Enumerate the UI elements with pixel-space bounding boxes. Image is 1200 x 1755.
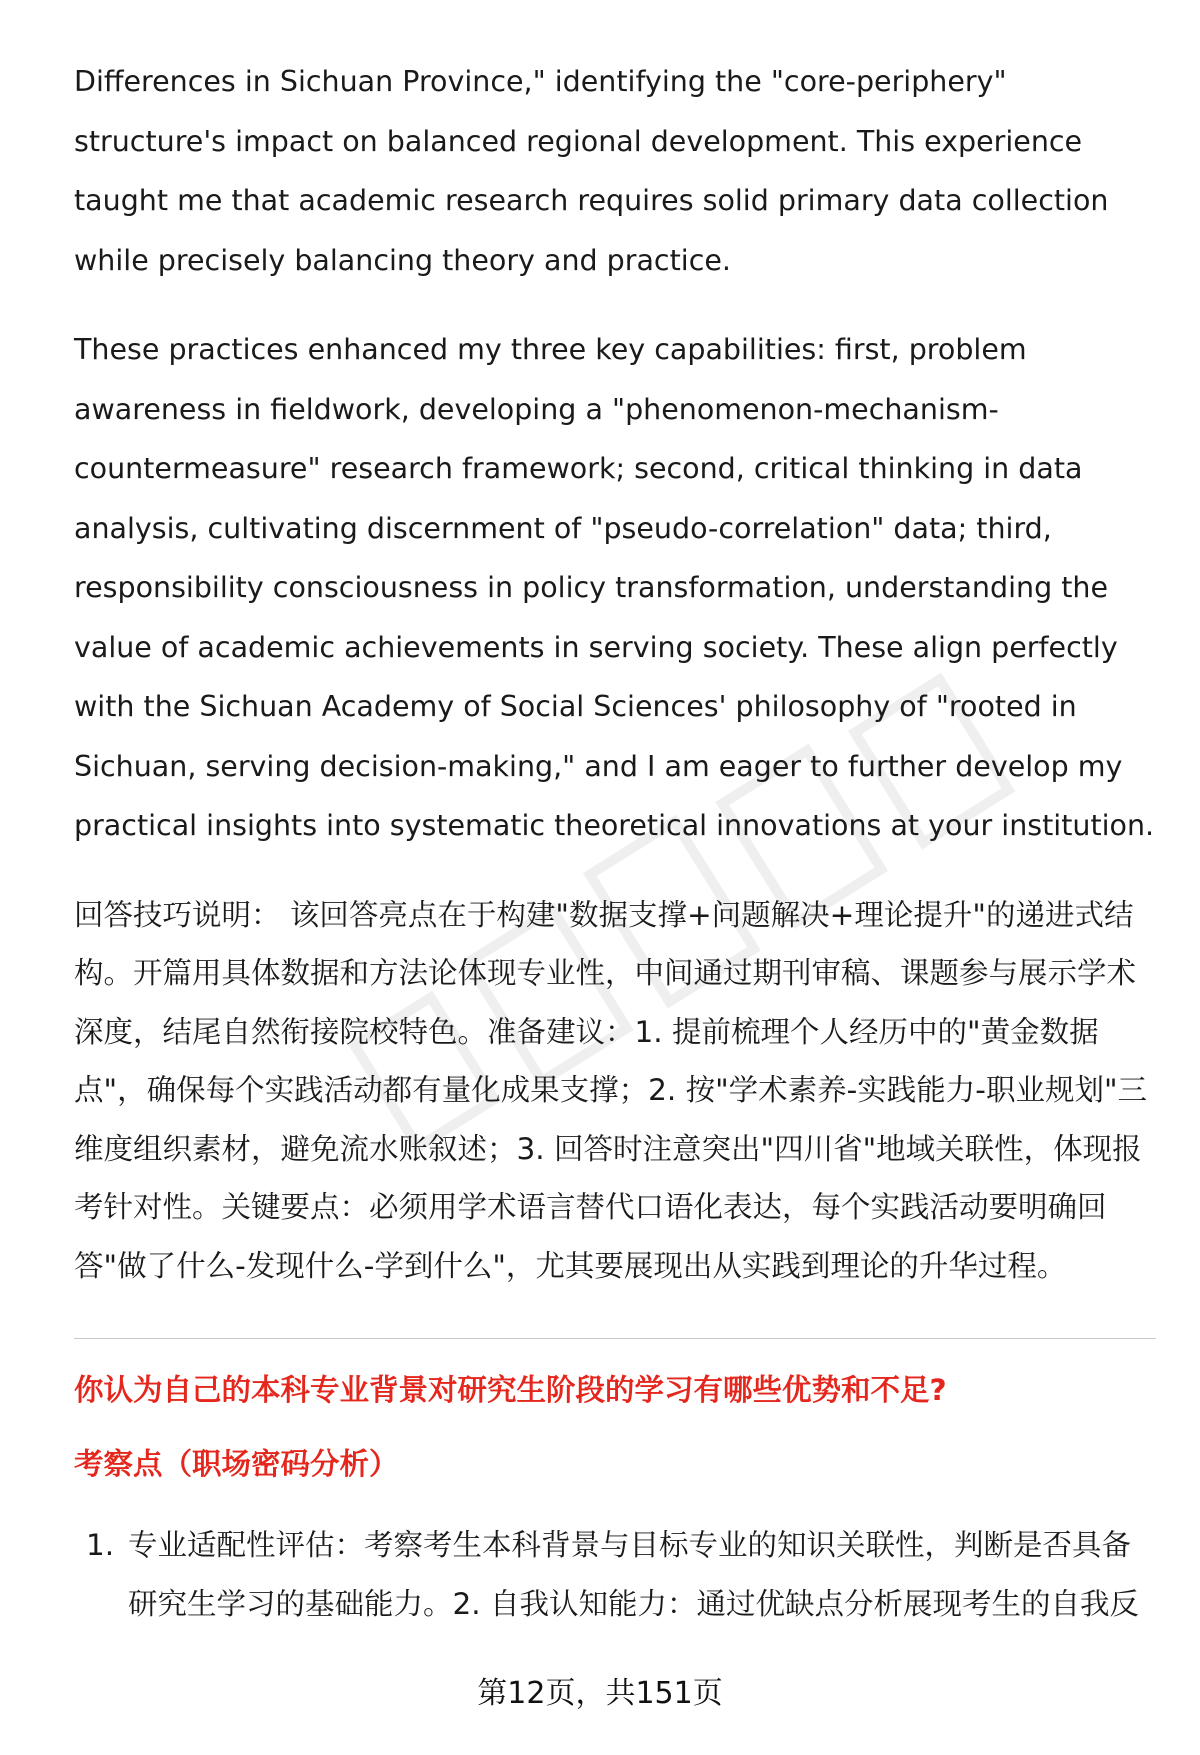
- question-heading: 你认为自己的本科专业背景对研究生阶段的学习有哪些优势和不足?: [74, 1373, 947, 1407]
- assessment-points-list: [74, 1516, 1156, 1633]
- answer-tips-paragraph: 回答技巧说明： 该回答亮点在于构建"数据支撑+问题解决+理论提升"的递进式结构。开篇用具体数据和方法论体现专业性，中间通过期刊审稿、课题参与展示学术深度，结尾自然衔接院校特色。准备建议：1. 提前梳理个人经历中的"黄金数据点"，确保每个实践活动都有量化成果支撑；2. 按"学术素养-实践能力-职业规划"三维度组织素材，避免流水账叙述；3. 回答时注意突出"四川省"地域关联性，体现报考针对性。关键要点：必须用学术语言替代口语化表达，每个实践活动要明确回答"做了什么-发现什么-学到什么"，尤其要展现出从实践到理论的升华过程。: [74, 897, 1148, 1283]
- list-item-text: 专业适配性评估：考察考生本科背景与目标专业的知识关联性，判断是否具备研究生学习的基础能力。2. 自我认知能力：通过优缺点分析展现考生的自我反: [128, 1528, 1140, 1621]
- paragraph-continued: Differences in Sichuan Province," identifying the "core-periphery" structure's impact on balanced regional development. This experience taught me that academic research requires solid primary data collection while precisely balancing theory and practice.: [74, 65, 1109, 277]
- list-item-number: 1.: [86, 1528, 115, 1562]
- page-number-footer: 第12页，共151页: [477, 1676, 723, 1711]
- list-item: [74, 1516, 1156, 1633]
- assessment-points-heading: 考察点（职场密码分析）: [74, 1447, 399, 1481]
- document-page: [74, 52, 1156, 1633]
- section-divider: [74, 1338, 1156, 1339]
- paragraph-capabilities: These practices enhanced my three key capabilities: first, problem awareness in fieldwork, developing a "phenomenon-mechanism-countermeasure" research framework; second, critical thinking in data analysis, cultivating discernment of "pseudo-correlation" data; third, responsibility consciousness in policy transformation, understanding the value of academic achievements in serving society. These align perfectly with the Sichuan Academy of Social Sciences' philosophy of "rooted in Sichuan, serving decision-making," and I am eager to further develop my practical insights into systematic theoretical innovations at your institution.: [74, 333, 1155, 842]
